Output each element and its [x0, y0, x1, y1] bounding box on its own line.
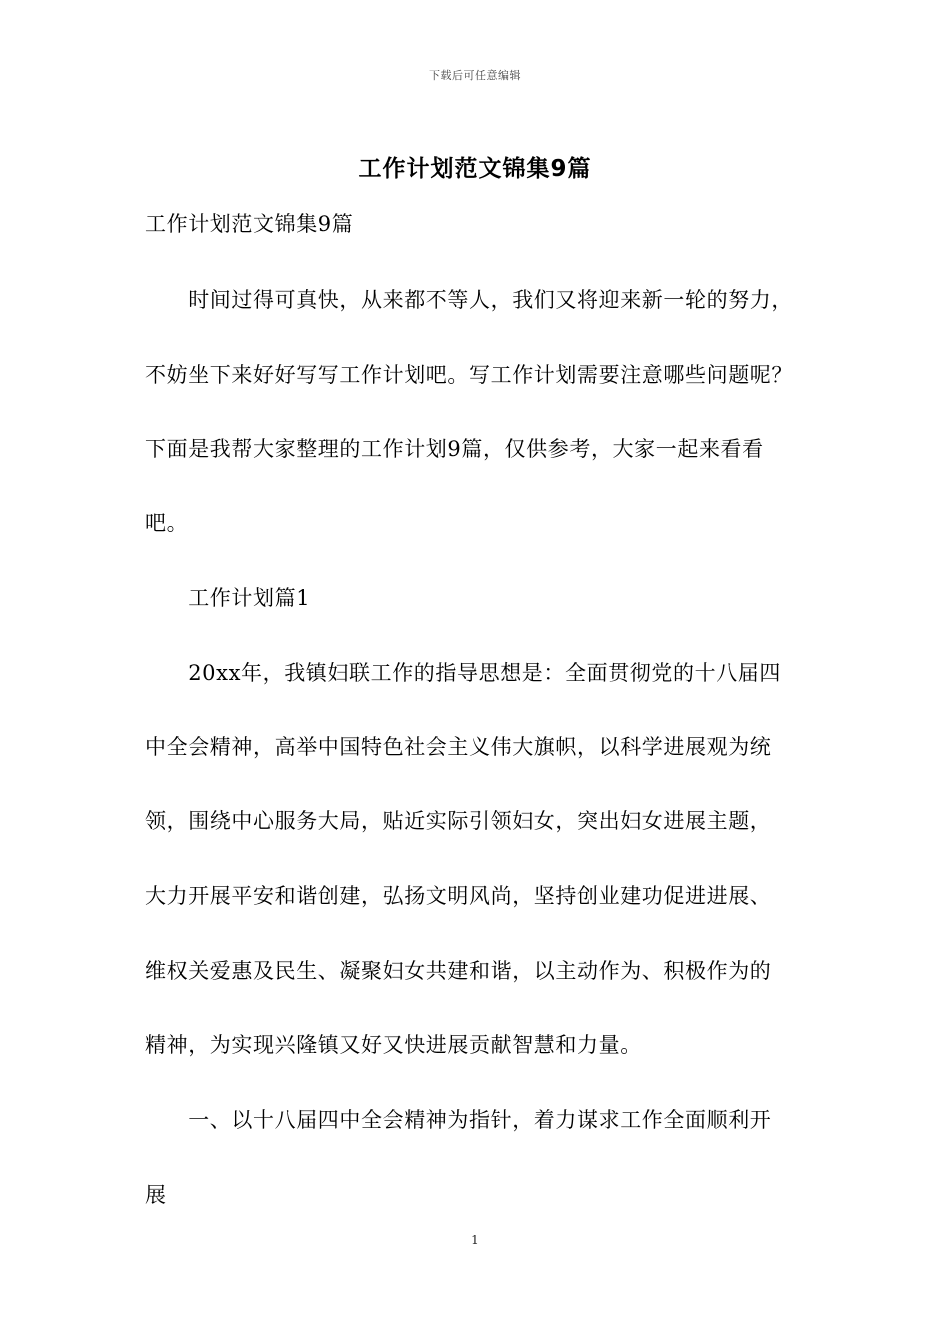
section-heading: 工作计划篇1: [145, 586, 311, 610]
body-line: 20xx年，我镇妇联工作的指导思想是：全面贯彻党的十八届四: [145, 661, 782, 685]
body-line: 展: [145, 1183, 167, 1207]
body-line: 不妨坐下来好好写写工作计划吧。写工作计划需要注意哪些问题呢？: [145, 363, 793, 387]
document-title: 工作计划范文锦集9篇: [358, 156, 592, 182]
body-line: 维权关爱惠及民生、凝聚妇女共建和谐，以主动作为、积极作为的: [145, 959, 772, 983]
body-line: 精神，为实现兴隆镇又好又快进展贡献智慧和力量。: [145, 1033, 642, 1057]
body-line: 下面是我帮大家整理的工作计划9篇，仅供参考，大家一起来看看: [145, 437, 764, 461]
header-note: 下载后可任意编辑: [429, 69, 521, 82]
body-line: 领，围绕中心服务大局，贴近实际引领妇女，突出妇女进展主题，: [145, 809, 772, 833]
body-line: 大力开展平安和谐创建，弘扬文明风尚，坚持创业建功促进进展、: [145, 884, 772, 908]
body-line: 中全会精神，高举中国特色社会主义伟大旗帜，以科学进展观为统: [145, 735, 772, 759]
body-line: 时间过得可真快，从来都不等人，我们又将迎来新一轮的努力，: [145, 288, 793, 312]
body-line: 一、以十八届四中全会精神为指针，着力谋求工作全面顺利开: [145, 1108, 772, 1132]
page-number: 1: [471, 1233, 479, 1247]
body-line: 吧。: [145, 511, 189, 535]
document-subtitle: 工作计划范文锦集9篇: [145, 212, 354, 236]
